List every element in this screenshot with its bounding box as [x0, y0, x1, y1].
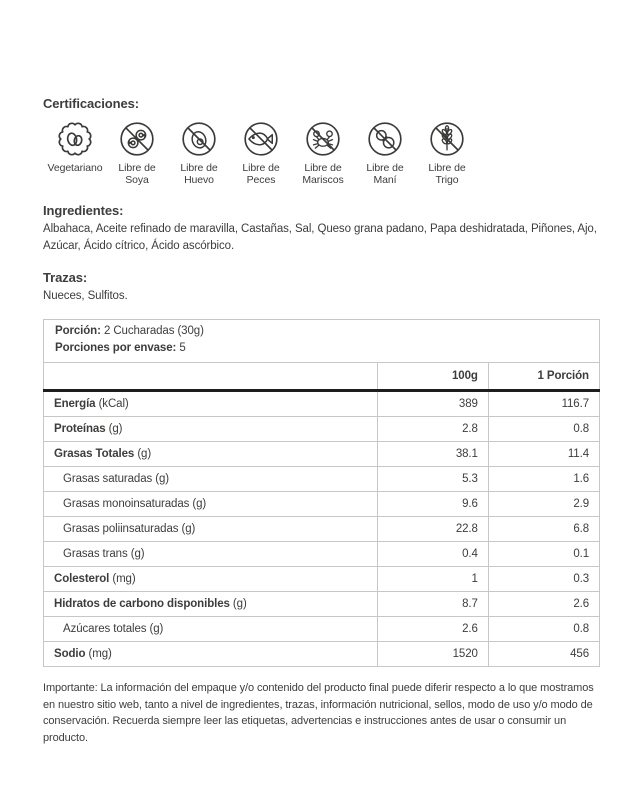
certification-item	[292, 119, 354, 186]
value-portion: 456	[488, 642, 599, 667]
value-100g: 1520	[377, 642, 488, 667]
nutrient-label: Grasas monoinsaturadas (g)	[44, 492, 378, 517]
traces-heading: Trazas:	[43, 270, 88, 285]
certifications-section	[43, 96, 597, 186]
value-100g: 5.3	[377, 467, 488, 492]
certification-item	[354, 119, 416, 186]
certification-label: Libre de Huevo	[180, 162, 218, 186]
egg-free-icon	[179, 119, 219, 159]
nutrient-label: Grasas Totales (g)	[44, 442, 378, 467]
fish-free-icon	[241, 119, 281, 159]
nutrition-row	[44, 391, 600, 417]
nutrition-table-body	[44, 391, 600, 667]
column-header-row	[44, 363, 600, 391]
serving-info	[44, 320, 600, 363]
servings-per-pack-label: Porciones por envase:	[55, 342, 177, 354]
certification-label: Vegetariano	[47, 162, 103, 174]
value-100g: 1	[377, 567, 488, 592]
value-portion: 0.8	[488, 617, 599, 642]
nutrition-row	[44, 642, 600, 667]
column-header-empty	[44, 363, 378, 391]
shellfish-free-icon	[303, 119, 343, 159]
certifications-heading: Certificaciones:	[43, 96, 139, 111]
serving-size-label: Porción:	[55, 325, 101, 337]
column-header-100g: 100g	[377, 363, 488, 391]
certifications-row	[44, 119, 597, 186]
traces-text: Nueces, Sulfitos.	[43, 290, 128, 302]
value-portion: 116.7	[488, 391, 599, 417]
value-portion: 0.8	[488, 417, 599, 442]
value-portion: 2.6	[488, 592, 599, 617]
value-portion: 0.1	[488, 542, 599, 567]
nutrient-label: Grasas trans (g)	[44, 542, 378, 567]
certification-label: Libre de Peces	[242, 162, 280, 186]
traces-section	[43, 270, 597, 305]
value-100g: 389	[377, 391, 488, 417]
certification-item	[230, 119, 292, 186]
certification-item	[168, 119, 230, 186]
certification-item	[106, 119, 168, 186]
value-portion: 11.4	[488, 442, 599, 467]
servings-per-pack-line	[55, 340, 588, 357]
serving-info-row	[44, 320, 600, 363]
nutrient-label: Hidratos de carbono disponibles (g)	[44, 592, 378, 617]
value-portion: 0.3	[488, 567, 599, 592]
peanut-free-icon	[365, 119, 405, 159]
nutrient-label: Grasas poliinsaturadas (g)	[44, 517, 378, 542]
vegetarian-icon	[55, 119, 95, 159]
certification-label: Libre de Trigo	[428, 162, 466, 186]
value-portion: 6.8	[488, 517, 599, 542]
ingredients-section	[43, 203, 597, 255]
value-portion: 1.6	[488, 467, 599, 492]
value-portion: 2.9	[488, 492, 599, 517]
ingredients-heading: Ingredientes:	[43, 203, 124, 218]
value-100g: 2.8	[377, 417, 488, 442]
nutrient-label: Sodio (mg)	[44, 642, 378, 667]
nutrition-table	[43, 319, 600, 667]
certification-label: Libre de Maní	[366, 162, 404, 186]
value-100g: 2.6	[377, 617, 488, 642]
wheat-free-icon	[427, 119, 467, 159]
certification-label: Libre de Soya	[118, 162, 156, 186]
value-100g: 9.6	[377, 492, 488, 517]
nutrition-row	[44, 492, 600, 517]
nutrition-row	[44, 617, 600, 642]
serving-size-line	[55, 323, 588, 340]
value-100g: 8.7	[377, 592, 488, 617]
certification-label: Libre de Mariscos	[302, 162, 344, 186]
nutrient-label: Grasas saturadas (g)	[44, 467, 378, 492]
ingredients-text: Albahaca, Aceite refinado de maravilla, Castañas, Sal, Queso grana padano, Papa deshidratada, Piñones, Ajo, Azúcar, Ácido cítrico, Ácido ascórbico.	[43, 223, 597, 252]
column-header-portion: 1 Porción	[488, 363, 599, 391]
value-100g: 38.1	[377, 442, 488, 467]
nutrition-row	[44, 442, 600, 467]
nutrition-row	[44, 542, 600, 567]
serving-size-value: 2 Cucharadas (30g)	[103, 325, 204, 337]
nutrition-row	[44, 517, 600, 542]
nutrient-label: Proteínas (g)	[44, 417, 378, 442]
disclaimer-text: Importante: La información del empaque y/o contenido del producto final puede diferir respecto a lo que mostramos en nuestro sitio web, tanto a nivel de ingredientes, trazas, información nutricional, sellos, modo de uso y/o modo de conservación. Recuerda siempre leer las etiquetas, advertencias e instrucciones antes de usar o consumir un producto.	[43, 682, 594, 744]
soy-free-icon	[117, 119, 157, 159]
value-100g: 22.8	[377, 517, 488, 542]
certification-item	[44, 119, 106, 186]
nutrient-label: Energía (kCal)	[44, 391, 378, 417]
nutrient-label: Colesterol (mg)	[44, 567, 378, 592]
servings-per-pack-value: 5	[179, 342, 186, 354]
nutrient-label: Azúcares totales (g)	[44, 617, 378, 642]
nutrition-row	[44, 567, 600, 592]
nutrition-row	[44, 467, 600, 492]
nutrition-row	[44, 417, 600, 442]
value-100g: 0.4	[377, 542, 488, 567]
certification-item	[416, 119, 478, 186]
nutrition-row	[44, 592, 600, 617]
